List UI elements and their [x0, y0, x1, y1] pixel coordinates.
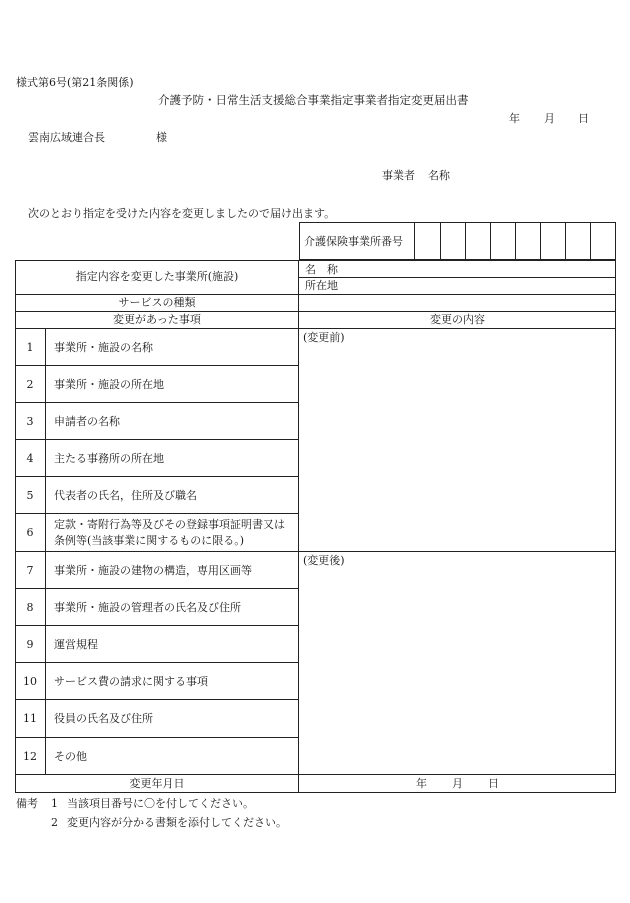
item-label: 定款・寄附行為等及びその登録事項証明書又は [54, 518, 285, 531]
item-number: 3 [26, 415, 34, 428]
item-label: 役員の氏名及び住所 [54, 712, 153, 725]
item-number: 8 [26, 601, 34, 614]
item-number: 11 [23, 712, 37, 725]
date-day-label: 日 [578, 112, 589, 125]
note-number: 1 [51, 797, 58, 810]
item-label: 主たる事務所の所在地 [54, 452, 164, 465]
item-number: 5 [26, 489, 34, 502]
note-text: 変更内容が分かる書類を添付してください。 [67, 816, 287, 829]
service-type-label: サービスの種類 [118, 296, 196, 309]
item-number: 2 [26, 378, 34, 391]
item-number: 9 [26, 638, 34, 651]
item-number: 1 [26, 341, 34, 354]
insurance-number-label: 介護保険事業所番号 [304, 235, 403, 248]
item-label: 代表者の氏名，住所及び職名 [54, 489, 197, 502]
date-month-label: 月 [544, 112, 555, 125]
change-date-year-label: 年 [416, 777, 427, 790]
document-title: 介護予防・日常生活支援総合事業指定事業者指定変更届出書 [158, 93, 469, 107]
change-date-day-label: 日 [488, 777, 499, 790]
honorific: 様 [156, 131, 167, 144]
change-date-month-label: 月 [452, 777, 463, 790]
item-label: 事業所・施設の管理者の氏名及び住所 [54, 601, 241, 614]
item-number: 4 [26, 452, 34, 465]
applicant-name-label: 名称 [428, 169, 450, 182]
item-label: 事業所・施設の建物の構造，専用区画等 [54, 564, 252, 577]
item-label: サービス費の請求に関する事項 [54, 675, 208, 688]
item-label: その他 [54, 750, 87, 763]
form-id: 様式第6号(第21条関係) [16, 76, 134, 89]
change-content-header: 変更の内容 [430, 313, 485, 326]
before-change-label: (変更前) [303, 331, 345, 344]
after-change-label: (変更後) [303, 554, 345, 567]
item-label: 申請者の名称 [54, 415, 120, 428]
intro-text: 次のとおり指定を受けた内容を変更しましたので届け出ます。 [28, 207, 336, 220]
item-label: 事業所・施設の所在地 [54, 378, 164, 391]
item-label: 運営規程 [54, 638, 98, 651]
addressee: 雲南広域連合長 [28, 131, 105, 144]
notes-label: 備考 [16, 797, 38, 810]
applicant-label: 事業者 [382, 169, 415, 182]
note-text: 当該項目番号に〇を付してください。 [67, 797, 254, 810]
facility-name-label: 名 称 [305, 263, 338, 276]
item-number: 6 [26, 526, 34, 539]
facility-label: 指定内容を変更した事業所(施設) [75, 270, 239, 283]
facility-address-label: 所在地 [305, 279, 338, 292]
changed-items-header: 変更があった事項 [113, 313, 201, 326]
item-label: 事業所・施設の名称 [54, 341, 153, 354]
item-number: 7 [26, 564, 34, 577]
item-label-continued: 条例等(当該事業に関するものに限る。) [54, 534, 245, 547]
item-number: 10 [23, 675, 37, 688]
date-year-label: 年 [509, 112, 520, 125]
item-number: 12 [23, 750, 37, 763]
note-number: 2 [51, 816, 58, 829]
change-date-label: 変更年月日 [129, 777, 185, 790]
